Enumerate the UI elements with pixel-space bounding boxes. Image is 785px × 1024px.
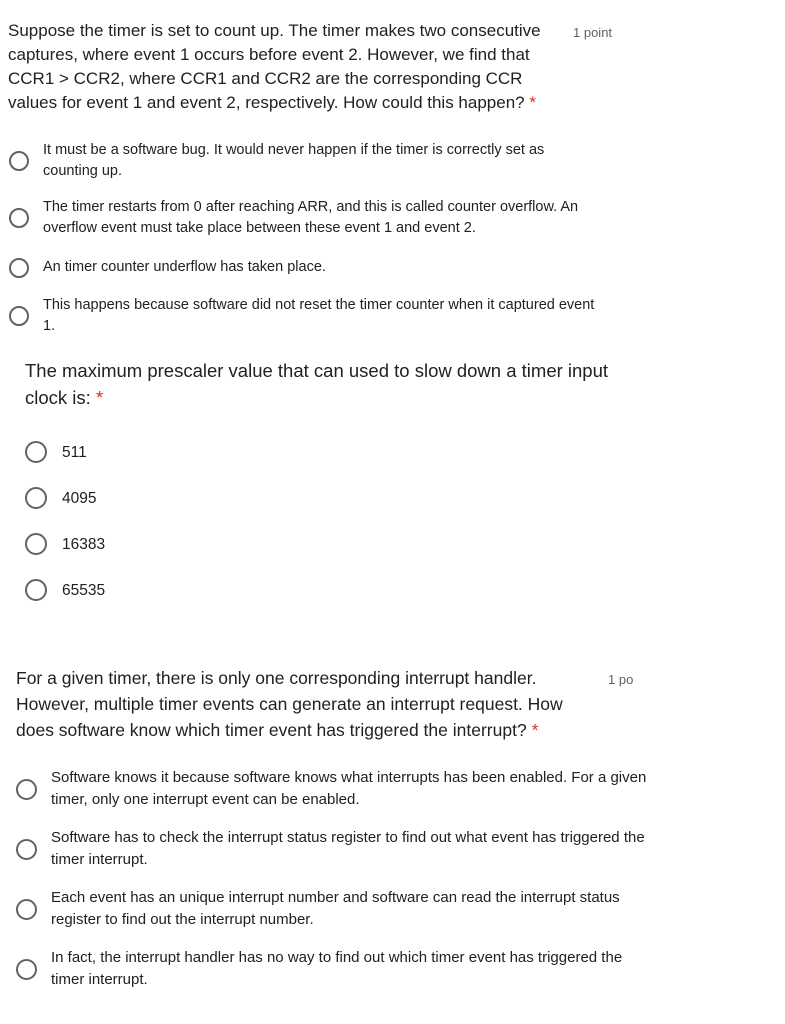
question-3-option-2[interactable] — [16, 827, 651, 871]
question-2-title: The maximum prescaler value that can used to slow down a timer input clock is: * — [25, 360, 609, 408]
question-1-option-1[interactable] — [9, 140, 603, 182]
question-2-option-1[interactable] — [25, 441, 87, 463]
option-label: The timer restarts from 0 after reaching ARR, and this is called counter overflow. An overflow event must take place between these event 1 and event 2. — [43, 199, 579, 236]
radio-button[interactable] — [16, 959, 37, 980]
radio-button[interactable] — [25, 533, 47, 555]
question-2-option-3[interactable] — [25, 533, 105, 555]
option-label: This happens because software did not reset the timer counter when it captured event 1. — [43, 297, 595, 334]
question-1-option-3[interactable] — [9, 257, 603, 278]
radio-button[interactable] — [16, 839, 37, 860]
question-2-option-2[interactable] — [25, 487, 96, 509]
question-3-option-3[interactable] — [16, 887, 651, 931]
option-label: Each event has an unique interrupt number and software can read the interrupt status register to find out the interrupt number. — [51, 889, 620, 928]
question-1-points: 1 point — [573, 25, 613, 40]
option-label: 511 — [62, 443, 87, 461]
radio-button[interactable] — [9, 306, 29, 326]
question-2-option-4[interactable] — [25, 579, 105, 601]
option-label: 16383 — [62, 535, 106, 553]
option-label: 4095 — [62, 489, 97, 507]
question-1-option-2[interactable] — [9, 197, 603, 239]
question-3-points: 1 po — [608, 672, 634, 687]
radio-button[interactable] — [9, 151, 29, 171]
radio-button[interactable] — [16, 779, 37, 800]
radio-button[interactable] — [25, 487, 47, 509]
radio-button[interactable] — [16, 899, 37, 920]
question-3-option-4[interactable] — [16, 947, 651, 991]
question-3-title: For a given timer, there is only one corresponding interrupt handler. However, multiple timer events can generate an interrupt request. How does software know which timer event has triggered the interrupt? * — [16, 668, 563, 740]
required-asterisk: * — [95, 387, 104, 408]
question-1-title: Suppose the timer is set to count up. The timer makes two consecutive captures, where event 1 occurs before event 2. However, we find that CCR1 > CCR2, where CCR1 and CCR2 are the corresponding CCR values for event 1 and event 2, respectively. How could this happen? * — [8, 21, 541, 112]
required-asterisk: * — [531, 720, 539, 740]
question-1-option-4[interactable] — [9, 295, 603, 337]
option-label: An timer counter underflow has taken place. — [43, 259, 326, 275]
option-label: Software knows it because software knows what interrupts has been enabled. For a given timer, only one interrupt event can be enabled. — [51, 769, 647, 808]
option-label: It must be a software bug. It would never happen if the timer is correctly set as counting up. — [43, 142, 545, 179]
question-3-option-1[interactable] — [16, 767, 651, 811]
radio-button[interactable] — [25, 441, 47, 463]
required-asterisk: * — [529, 93, 536, 112]
radio-button[interactable] — [9, 208, 29, 228]
option-label: 65535 — [62, 581, 106, 599]
radio-button[interactable] — [25, 579, 47, 601]
option-label: Software has to check the interrupt status register to find out what event has triggered the timer interrupt. — [51, 829, 645, 868]
option-label: In fact, the interrupt handler has no way to find out which timer event has triggered the timer interrupt. — [51, 949, 623, 988]
radio-button[interactable] — [9, 258, 29, 278]
